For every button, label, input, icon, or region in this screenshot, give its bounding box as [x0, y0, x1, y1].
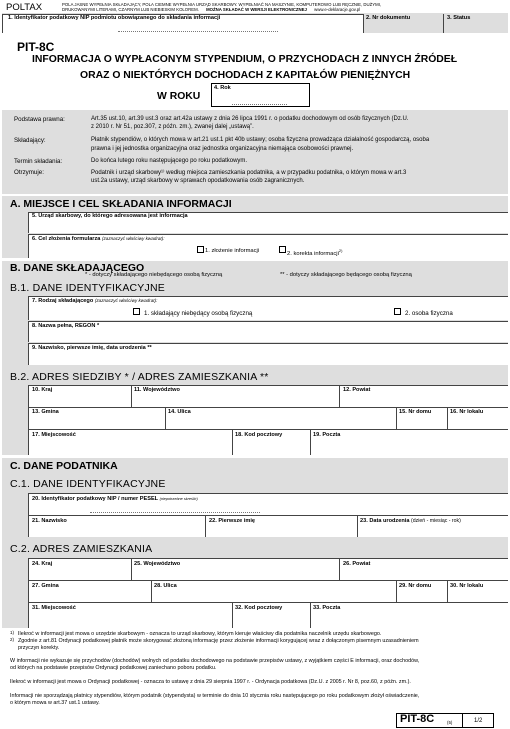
field-30-label: 30. Nr lokalu — [450, 583, 484, 589]
header-instructions-line1: POLA JASNE WYPEŁNIA SKŁADAJĄCY, POLA CIEMNE WYPEŁNIA URZĄD SKARBOWY. WYPEŁNIAĆ NA MASZYNIE, KOMPUTEROWO LUB RĘCZNIE, DUŻYMI, — [62, 2, 382, 7]
field-5-label: 5. Urząd skarbowy, do którego adresowana jest informacja — [32, 213, 188, 219]
section-c1-title: C.1. DANE IDENTYFIKACYJNE — [10, 478, 166, 490]
form-code: PIT-8C — [17, 40, 55, 54]
skladajacy-label: Składający: — [14, 137, 46, 144]
field-8-label: 8. Nazwa pełna, REGON * — [32, 323, 100, 329]
field-6-option-2 — [287, 248, 342, 257]
footer-page-number: 1/2 — [474, 718, 483, 724]
section-b1-title: B.1. DANE IDENTYFIKACYJNE — [10, 282, 165, 294]
field-17-label: 17. Miejscowość — [32, 432, 76, 438]
field-27-label: 27. Gmina — [32, 583, 59, 589]
c2-row-divider-1 — [28, 580, 508, 581]
note-2: Ilekroć w informacji jest mowa o Ordynacji podatkowej - oznacza to ustawę z dnia 29 sierpnia 1997 r. - Ordynacja podatkowa (Dz.U. z 2005 r. Nr 8, poz.60, z późn. zm.). — [10, 679, 411, 685]
field-29-label: 29. Nr domu — [399, 583, 432, 589]
field-1-dotted-line — [118, 31, 278, 32]
c2-col-divider-25 — [131, 558, 132, 580]
header-divider-3 — [443, 14, 444, 33]
header-divider-2 — [363, 14, 364, 33]
field-7-checkbox-2[interactable] — [394, 308, 401, 315]
c1-col-divider-22 — [205, 515, 206, 537]
field-31-label: 31. Miejscowość — [32, 605, 76, 611]
field-23-label — [360, 518, 461, 524]
section-a-title: A. MIEJSCE I CEL SKŁADANIA INFORMACJI — [10, 198, 232, 210]
field-7-option-2: 2. osoba fizyczna — [405, 310, 453, 317]
termin-label: Termin składania: — [14, 158, 63, 165]
b2-col-divider-11 — [131, 385, 132, 407]
field-19-label: 19. Poczta — [313, 432, 341, 438]
field-6-checkbox-2[interactable] — [279, 246, 286, 253]
c2-col-divider-29 — [396, 580, 397, 602]
b2-col-divider-19 — [310, 429, 311, 455]
section-b-note-1: * - dotyczy składającego niebędącego osobą fizyczną — [85, 272, 223, 278]
field-8-box[interactable] — [28, 321, 508, 342]
field-15-label: 15. Nr domu — [399, 409, 432, 415]
podstawa-label: Podstawa prawna: — [14, 116, 65, 123]
field-6-option-1: 1. złożenie informacji — [205, 248, 260, 254]
skladajacy-line2: prawna i jej jednostka organizacyjna oraz jednostka organizacyjna niemająca osobowości prawnej. — [91, 146, 354, 152]
section-c2-fields — [28, 558, 508, 628]
c2-col-divider-33 — [310, 602, 311, 628]
field-6-checkbox-1[interactable] — [197, 246, 204, 253]
b2-col-divider-15 — [396, 407, 397, 429]
field-7-label — [32, 298, 157, 304]
field-20-dotted-line — [90, 512, 260, 513]
field-9-label: 9. Nazwisko, pierwsze imię, data urodzenia ** — [32, 345, 152, 351]
header-instructions-line2-url: www.e-deklaracje.gov.pl — [314, 7, 361, 12]
field-4-label: 4. Rok — [214, 85, 231, 91]
c1-col-divider-23 — [357, 515, 358, 537]
w-roku-label: W ROKU — [157, 91, 201, 102]
header-instructions-line2-text: DRUKOWANYMI LITERAMI, CZARNYM LUB NIEBIESKIM KOLOREM. — [62, 7, 199, 12]
field-3-label: 3. Status — [447, 15, 471, 21]
b2-col-divider-18 — [232, 429, 233, 455]
field-23-label-text: 23. Data urodzenia — [360, 518, 410, 524]
field-16-label: 16. Nr lokalu — [450, 409, 484, 415]
termin-text: Do końca lutego roku następującego po roku podatkowym. — [91, 158, 248, 164]
field-13-label: 13. Gmina — [32, 409, 59, 415]
note-3-line2: o którym mowa w art.37 ust.1 ustawy. — [10, 700, 100, 706]
podstawa-line2: z 2010 r. Nr 51, poz.307, z późn. zm.), zwanej dalej „ustawą”. — [91, 124, 254, 130]
field-2-label: 2. Nr dokumentu — [366, 15, 411, 21]
field-21-label: 21. Nazwisko — [32, 518, 67, 524]
field-20-label — [32, 496, 198, 502]
c2-col-divider-30 — [447, 580, 448, 602]
podstawa-line1: Art.35 ust.10, art.39 ust.3 oraz art.42a ustawy z dnia 26 lipca 1991 r. o podatku dochodowym od osób fizycznych (Dz.U. — [91, 116, 409, 122]
field-6-label-text: 6. Cel złożenia formularza — [32, 236, 101, 242]
c2-col-divider-28 — [151, 580, 152, 602]
field-26-label: 26. Powiat — [343, 561, 371, 567]
section-b2-fields — [28, 385, 508, 455]
field-6-label — [32, 236, 165, 242]
field-7-note: (zaznaczyć właściwy kwadrat): — [94, 298, 158, 303]
field-33-label: 33. Poczta — [313, 605, 341, 611]
field-6-option-2-footnote: 2) — [338, 248, 343, 253]
b2-row-divider-2 — [28, 429, 508, 430]
b2-row-divider-1 — [28, 407, 508, 408]
title-line1: INFORMACJA O WYPŁACONYM STYPENDIUM, O PRZYCHODACH Z INNYCH ŹRÓDEŁ — [32, 54, 458, 65]
header-instructions-line2 — [62, 7, 360, 12]
section-c2-title: C.2. ADRES ZAMIESZKANIA — [10, 543, 153, 555]
note-1-line1: W informacji nie wykazuje się przychodów (dochodów) wolnych od podatku dochodowego na podstawie przepisów ustawy, z wyjątkiem części E informacji, oraz dochodów, — [10, 658, 420, 664]
note-1-line2: od których na podstawie przepisów Ordynacji podatkowej zaniechano poboru podatku. — [10, 665, 217, 671]
field-6-option-2-text: 2. korekta informacji — [287, 250, 339, 257]
footer-divider — [462, 713, 463, 728]
field-20-note: (niepotrzebne skreślić) — [159, 497, 198, 501]
field-24-label: 24. Kraj — [32, 561, 53, 567]
field-25-label: 25. Województwo — [134, 561, 181, 567]
b2-col-divider-14 — [165, 407, 166, 429]
field-18-label: 18. Kod pocztowy — [235, 432, 283, 438]
b2-col-divider-16 — [447, 407, 448, 429]
field-32-label: 32. Kod pocztowy — [235, 605, 283, 611]
footnote-1: Ilekroć w informacji jest mowa o urzędzie skarbowym - oznacza to urząd skarbowy, którym kieruje właściwy dla podatnika naczelnik urzędu skarbowego. — [18, 631, 382, 637]
section-b2-title: B.2. ADRES SIEDZIBY * / ADRES ZAMIESZKANIA ** — [10, 371, 269, 383]
field-11-label: 11. Województwo — [134, 387, 180, 393]
b2-col-divider-12 — [339, 385, 340, 407]
section-b-note-2: ** - dotyczy składającego będącego osobą fizyczną — [280, 272, 412, 278]
field-6-note: (zaznaczyć właściwy kwadrat): — [101, 236, 165, 241]
field-22-label: 22. Pierwsze imię — [209, 518, 256, 524]
field-1-label: 1. Identyfikator podatkowy NIP podmiotu obowiązanego do składania informacji — [8, 15, 221, 21]
field-7-checkbox-1[interactable] — [133, 308, 140, 315]
field-12-label: 12. Powiat — [343, 387, 371, 393]
otrzymuje-label: Otrzymuje: — [14, 169, 44, 176]
field-10-label: 10. Kraj — [32, 387, 53, 393]
footer-form-code: PIT-8C — [400, 713, 435, 725]
footnote-2-line1: Zgodnie z art.81 Ordynacji podatkowej płatnik może skorygować złożoną informację przez złożenie informacji korygującej wraz z dołączonym pisemnym uzasadnieniem — [18, 638, 419, 644]
skladajacy-line1: Płatnik stypendiów, o których mowa w art.21 ust.1 pkt 40b ustawy; osoba fizyczna prowadząca działalność gospodarczą, osoba — [91, 137, 430, 143]
c2-col-divider-32 — [232, 602, 233, 628]
c2-col-divider-26 — [339, 558, 340, 580]
poltax-label: POLTAX — [6, 2, 43, 13]
field-20-label-text: 20. Identyfikator podatkowy NIP / numer PESEL — [32, 496, 158, 502]
footer-form-version: (5) — [447, 720, 453, 725]
footnote-2-mark: 2) — [10, 637, 15, 642]
c2-row-divider-2 — [28, 602, 508, 603]
title-line2: ORAZ O NIEKTÓRYCH DOCHODACH Z KAPITAŁÓW PIENIĘŻNYCH — [80, 70, 411, 81]
field-23-note: (dzień - miesiąc - rok) — [411, 518, 461, 524]
field-4-dotted-line — [232, 104, 287, 105]
c1-row-divider — [28, 515, 508, 516]
field-7-label-text: 7. Rodzaj składającego — [32, 298, 94, 304]
otrzymuje-line1: Podatnik i urząd skarbowy¹⁾ według miejsca zamieszkania podatnika, a w przypadku podatnika, o którym mowa w art.3 — [91, 170, 407, 176]
section-b-title: B. DANE SKŁADAJĄCEGO — [10, 262, 145, 274]
footnote-1-mark: 1) — [10, 630, 15, 635]
field-14-label: 14. Ulica — [168, 409, 191, 415]
section-c-title: C. DANE PODATNIKA — [10, 460, 118, 472]
header-instructions-line2-bold: MOŻNA SKŁADAĆ W WERSJI ELEKTRONICZNEJ — [206, 7, 307, 12]
note-3-line1: Informacji nie sporządzają płatnicy stypendiów, którym podatnik (stypendysta) w terminie do dnia 10 stycznia roku następującego po roku podatkowym złożył oświadczenie, — [10, 693, 420, 699]
footnote-2-line2: przyczyn korekty. — [18, 645, 60, 651]
field-28-label: 28. Ulica — [154, 583, 177, 589]
otrzymuje-line2: ust.2a ustawy, urząd skarbowy w sprawach opodatkowania osób zagranicznych. — [91, 178, 305, 184]
field-7-option-1: 1. składający niebędący osobą fizyczną — [144, 310, 253, 317]
